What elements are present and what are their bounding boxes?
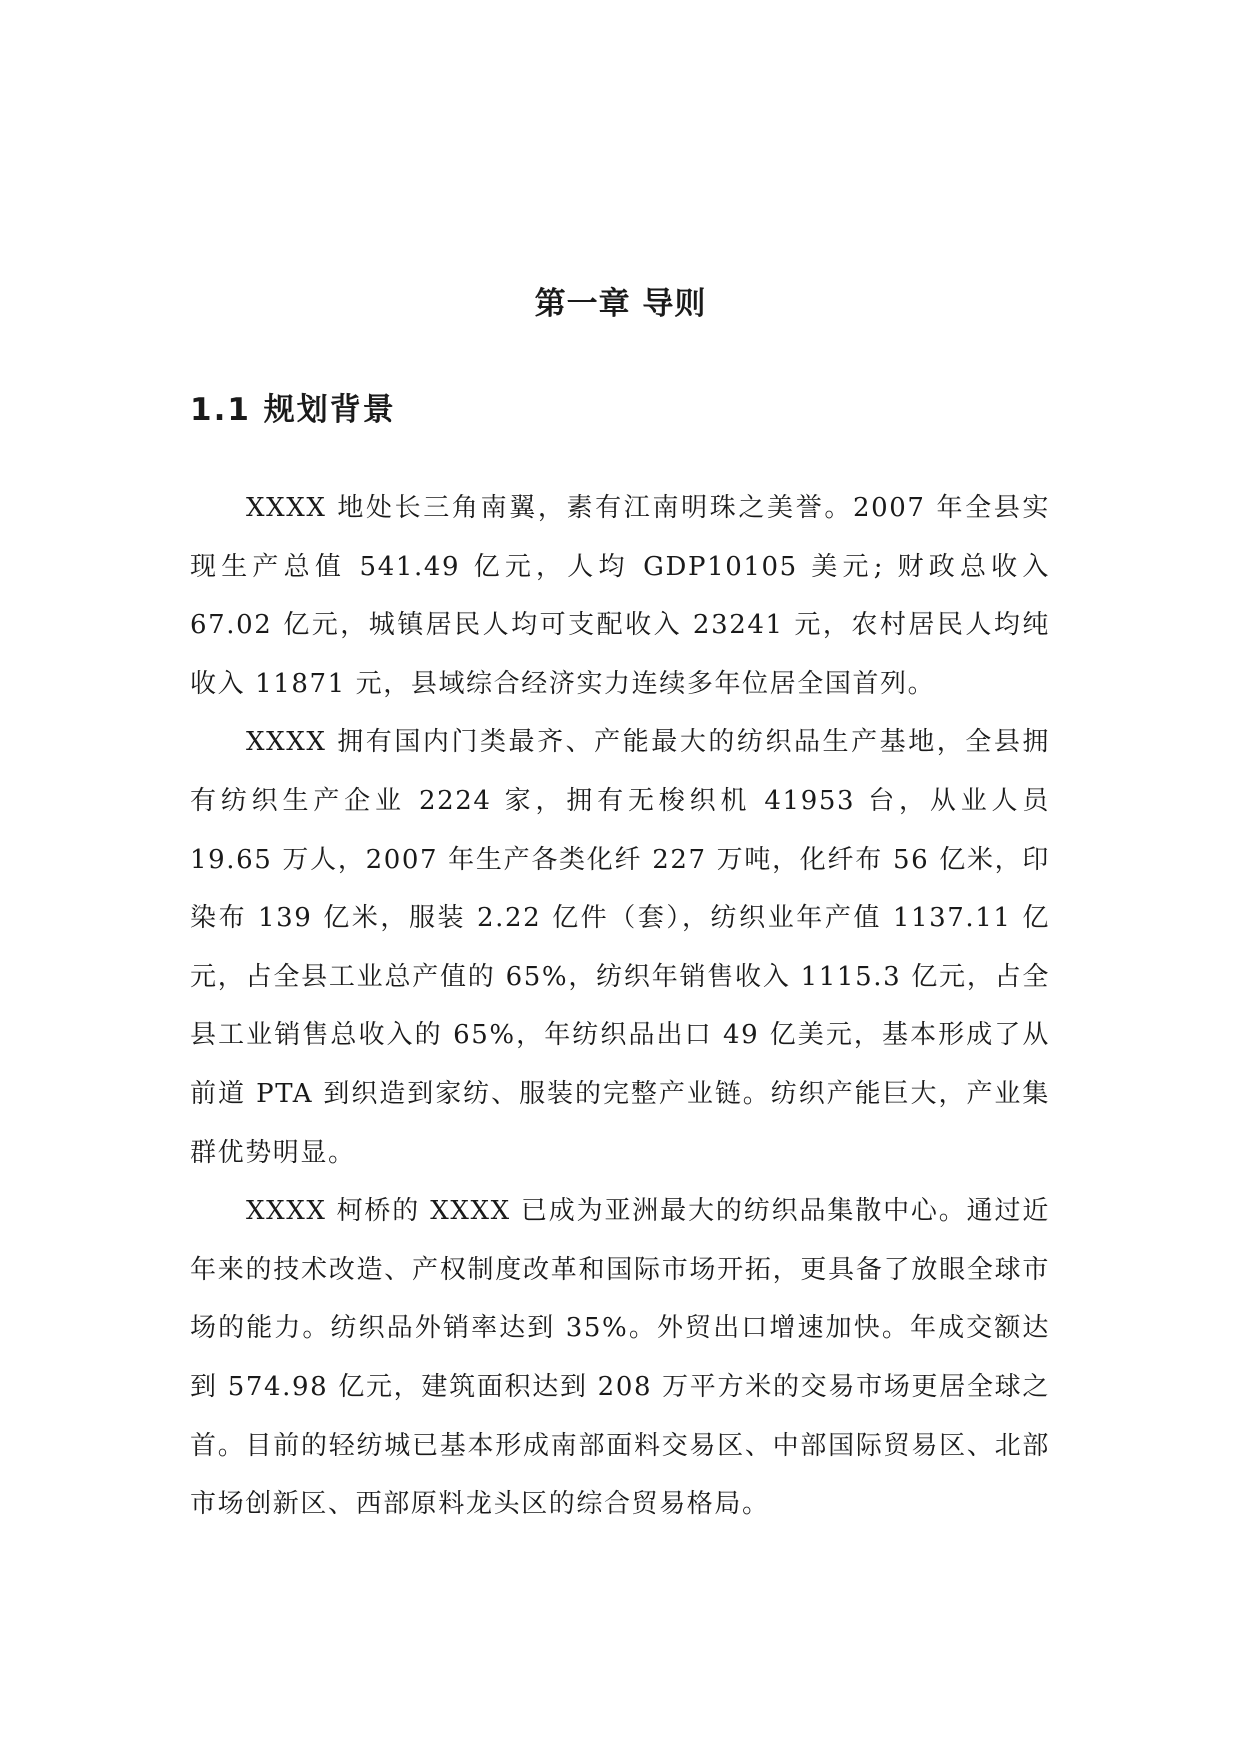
- section-title: 1.1 规划背景: [190, 392, 396, 428]
- paragraph: XXXX 柯桥的 XXXX 已成为亚洲最大的纺织品集散中心。通过近年来的技术改造、产权制度改革和国际市场开拓，更具备了放眼全球市场的能力。纺织品外销率达到 35%。外贸出口增速加快。年成交额达到 574.98 亿元，建筑面积达到 208 万平方米的交易市场更居全球之首。目前的轻纺城已基本形成南部面料交易区、中部国际贸易区、北部市场创新区、西部原料龙头区的综合贸易格局。: [190, 1196, 1050, 1520]
- body-text: [190, 479, 1050, 1534]
- paragraph: XXXX 拥有国内门类最齐、产能最大的纺织品生产基地，全县拥有纺织生产企业 2224 家，拥有无梭织机 41953 台，从业人员 19.65 万人，2007 年生产各类化纤 227 万吨，化纤布 56 亿米，印染布 139 亿米，服装 2.22 亿件（套），纺织业年产值 1137.11 亿元，占全县工业总产值的 65%，纺织年销售收入 1115.3 亿元，占全县工业销售总收入的 65%，年纺织品出口 49 亿美元，基本形成了从前道 PTA 到织造到家纺、服装的完整产业链。纺织产能巨大，产业集群优势明显。: [190, 727, 1050, 1168]
- paragraph: XXXX 地处长三角南翼，素有江南明珠之美誉。2007 年全县实现生产总值 541.49 亿元，人均 GDP10105 美元; 财政总收入 67.02 亿元，城镇居民人均可支配收入 23241 元，农村居民人均纯收入 11871 元，县域综合经济实力连续多年位居全国首列。: [190, 493, 1050, 699]
- chapter-title: 第一章 导则: [534, 286, 707, 322]
